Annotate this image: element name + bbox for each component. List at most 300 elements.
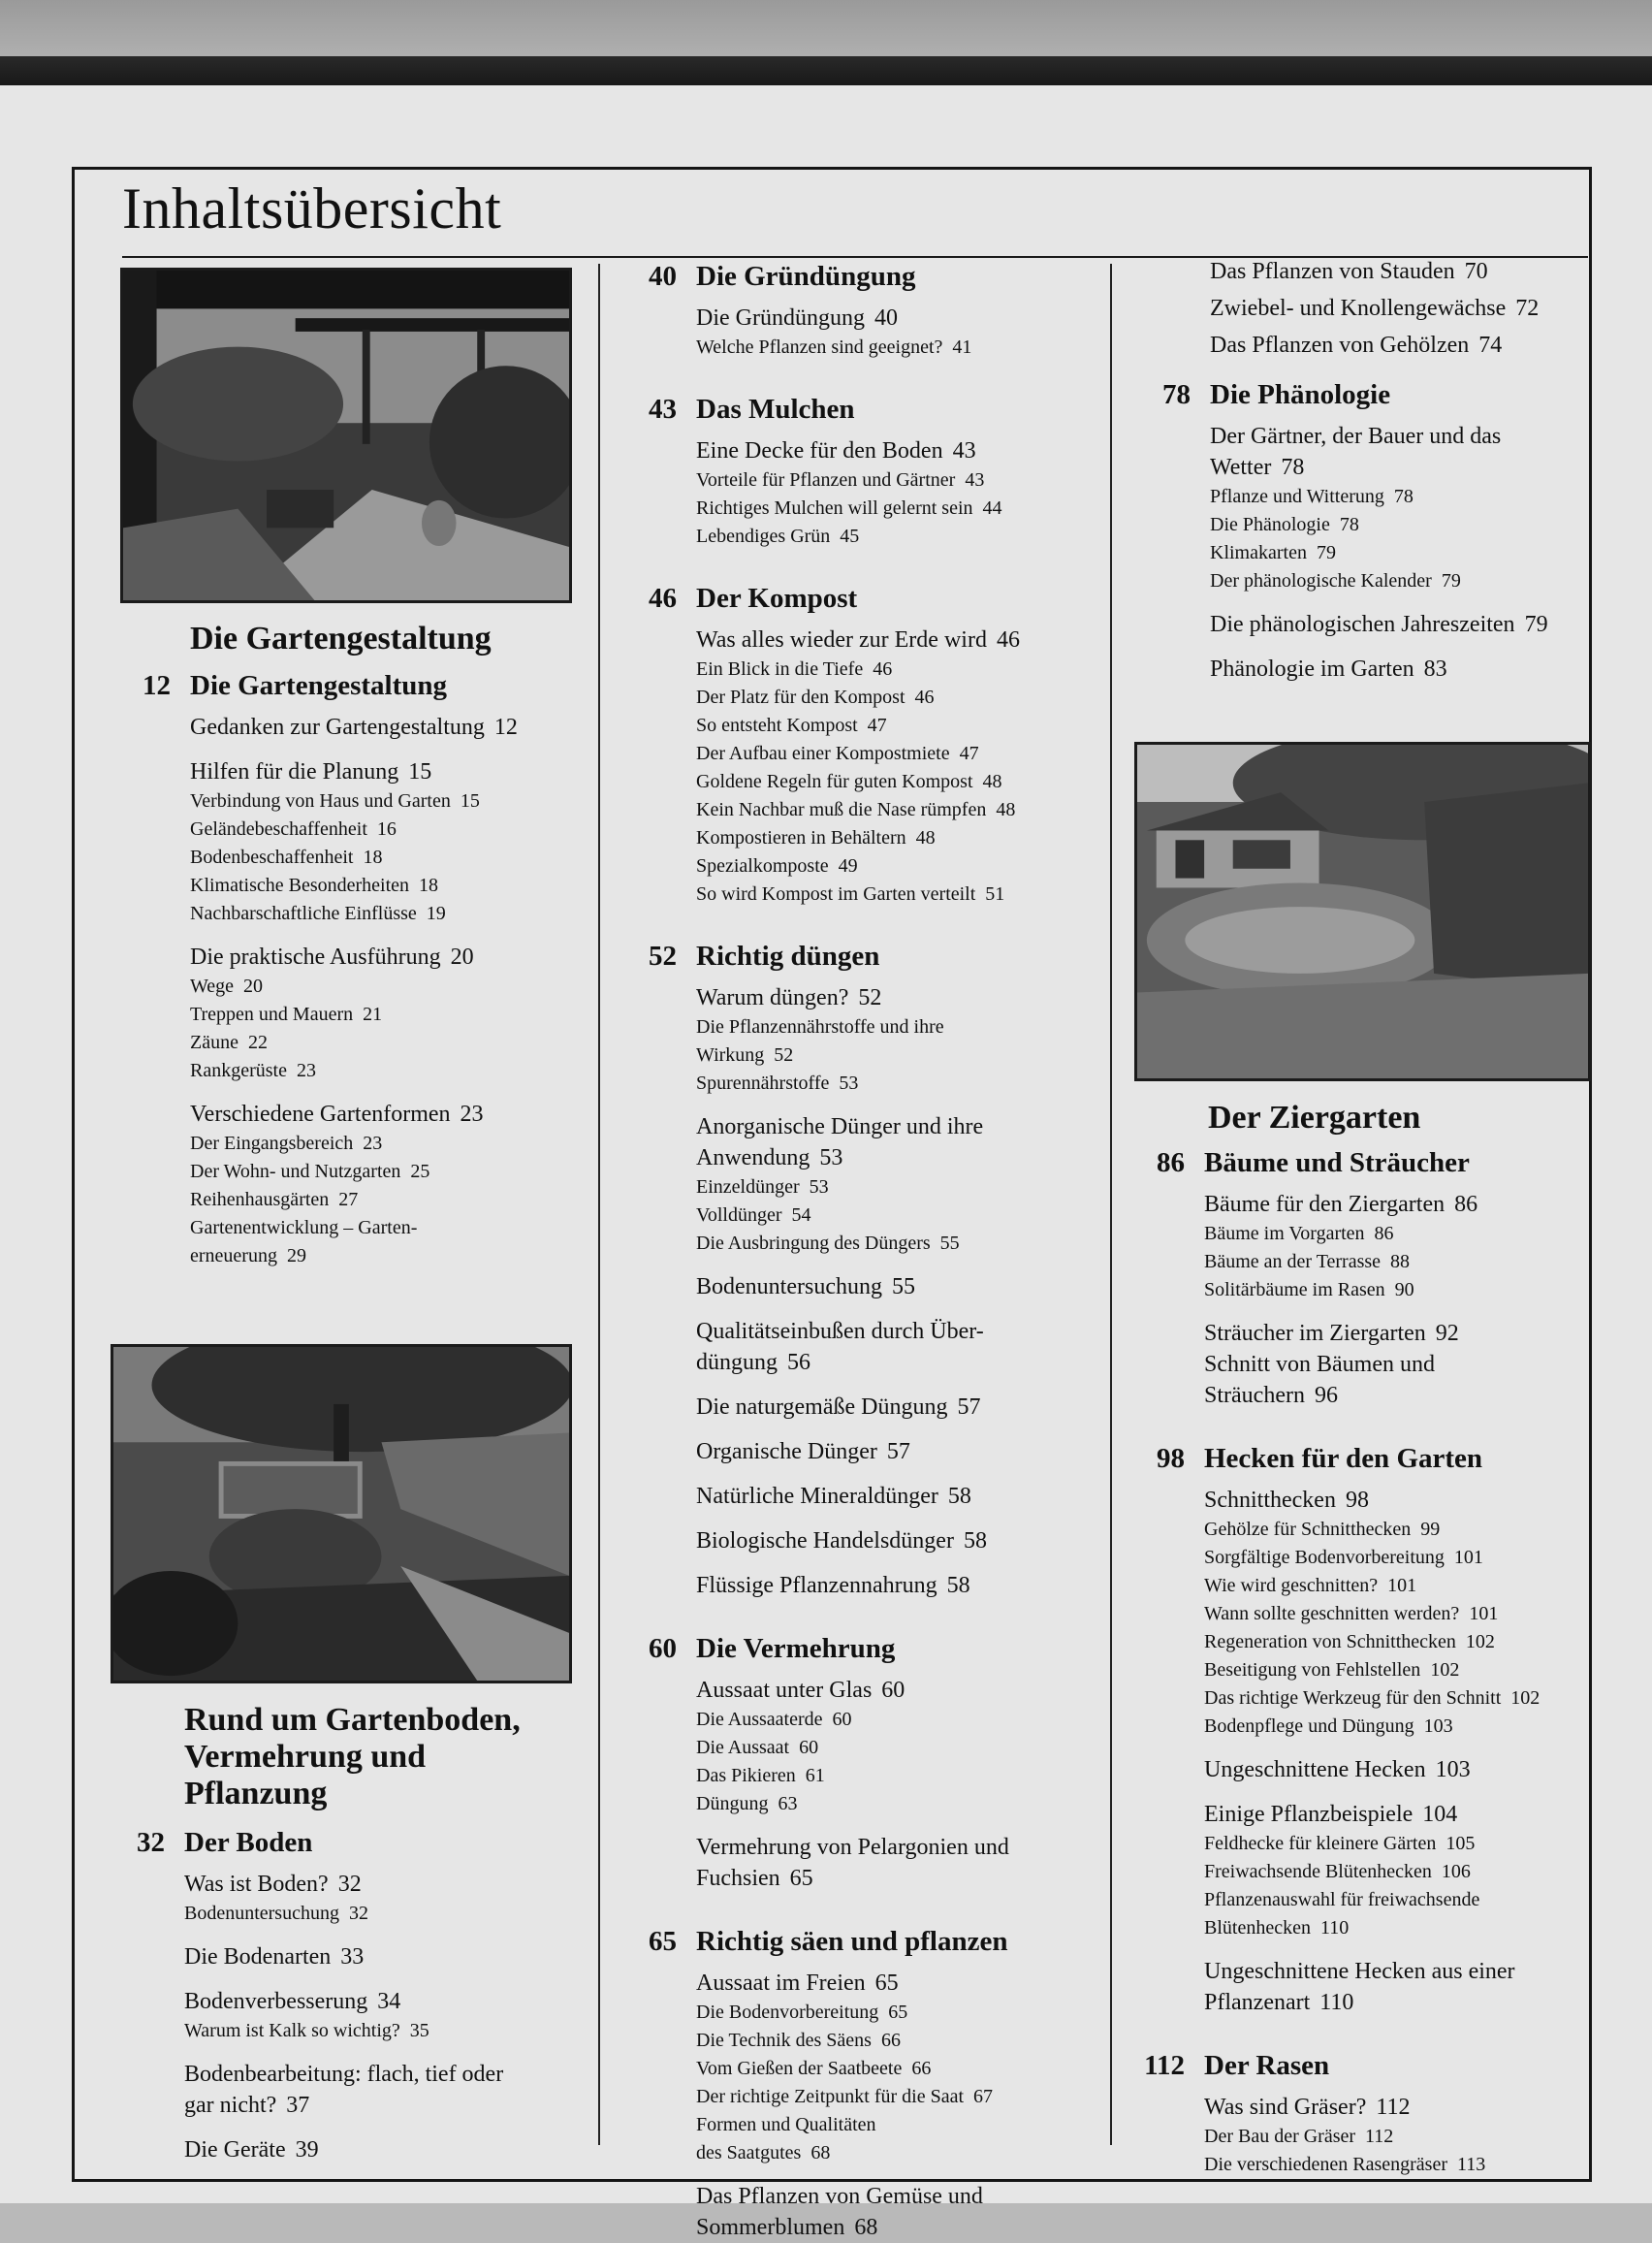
entry-group — [696, 1832, 1101, 1894]
page-number: 105 — [1446, 1833, 1476, 1854]
section-title: Die Gartengestaltung — [190, 621, 492, 657]
entry-title: Sträucher im Ziergarten — [1204, 1321, 1426, 1346]
toc-subentry — [1204, 1516, 1592, 1544]
page-number: 20 — [450, 945, 474, 970]
entry-group — [1204, 1189, 1592, 1304]
page-number: 23 — [296, 1060, 316, 1081]
chapter-32 — [105, 1822, 586, 2165]
chapter-98 — [1125, 1438, 1592, 2018]
entry-title: Organische Dünger — [696, 1439, 877, 1464]
page-number: 47 — [959, 743, 979, 764]
page-number: 68 — [810, 2142, 831, 2163]
chapter-title: Der Rasen — [1204, 2050, 1330, 2081]
toc-subentry — [184, 2017, 586, 2045]
page-number: 54 — [791, 1204, 811, 1226]
page-number: 43 — [952, 438, 976, 464]
chapter-entries — [696, 625, 1101, 909]
entry-group — [1204, 1318, 1592, 1411]
entry-title: Spurennährstoffe — [696, 1073, 830, 1094]
page-number: 101 — [1469, 1603, 1499, 1624]
entry-title: Solitärbäume im Rasen — [1204, 1279, 1385, 1300]
entry-group — [1204, 1956, 1592, 2018]
page-number: 110 — [1319, 1917, 1350, 1939]
entry-title: Vermehrung von Pelargonien und — [696, 1835, 1009, 1860]
entry-title: Nachbarschaftliche Einflüsse — [190, 903, 417, 924]
page-number: 65 — [888, 2002, 908, 2023]
page-number: 15 — [408, 759, 432, 785]
page-number: 72 — [1515, 296, 1540, 321]
page-number: 83 — [1423, 657, 1447, 682]
page-number: 101 — [1453, 1547, 1483, 1568]
page-number: 63 — [778, 1793, 798, 1814]
entry-title: Feldhecke für kleinere Gärten — [1204, 1833, 1437, 1854]
page-number: 58 — [947, 1484, 971, 1509]
toc-subentry — [696, 824, 1101, 852]
toc-entry — [1204, 1754, 1592, 1785]
page-number: 65 — [874, 1971, 899, 1996]
chapter-number: 98 — [1157, 1443, 1185, 1474]
toc-subentry — [696, 712, 1101, 740]
chapter-title: Der Boden — [184, 1827, 313, 1858]
page-number: 29 — [286, 1245, 306, 1266]
toc-entry — [190, 712, 586, 743]
photo-garden-tree-compost — [111, 1344, 572, 1683]
entry-title: Die Aussaat — [696, 1737, 790, 1758]
toc-subentry — [696, 1070, 1101, 1098]
chapter-entries — [1210, 256, 1592, 361]
page-number: 112 — [1365, 2126, 1394, 2147]
toc-subentry — [696, 495, 1101, 523]
entry-title: Formen und Qualitäten — [696, 2114, 876, 2135]
entry-group — [696, 1675, 1101, 1818]
chapters-phaenologie — [1130, 374, 1592, 685]
toc-subentry — [696, 1734, 1101, 1762]
toc-entry — [696, 1525, 1101, 1556]
page-number: 66 — [880, 2030, 901, 2051]
desk-background — [0, 0, 1652, 58]
entry-title: Gedanken zur Gartengestaltung — [190, 715, 485, 740]
entry-title: Biologische Handelsdünger — [696, 1528, 954, 1554]
toc-entry — [1204, 1349, 1592, 1380]
toc-subentry — [1204, 1713, 1592, 1741]
entry-group — [1204, 1799, 1592, 1942]
toc-entry — [696, 303, 1101, 334]
toc-entry — [1204, 2092, 1592, 2123]
page-number: 48 — [996, 799, 1016, 820]
chapters-ziergarten — [1125, 1142, 1592, 2179]
entry-title: Sträuchern — [1204, 1383, 1305, 1408]
entry-title: Phänologie im Garten — [1210, 657, 1414, 682]
page-number: 46 — [996, 627, 1020, 653]
toc-entry — [190, 756, 586, 787]
toc-entry — [696, 2181, 1101, 2212]
section-title-line: Pflanzung — [184, 1776, 328, 1811]
chapter-entries — [1204, 1189, 1592, 1411]
chapter-entries — [696, 303, 1101, 362]
toc-subentry — [696, 1762, 1101, 1790]
page-number: 53 — [809, 1176, 829, 1198]
entry-title: düngung — [696, 1350, 778, 1375]
toc-subentry — [696, 2055, 1101, 2083]
chapter-title: Die Phänologie — [1210, 379, 1391, 410]
toc-subentry — [190, 1242, 586, 1270]
page-number: 47 — [867, 715, 887, 736]
toc-subentry — [1204, 2151, 1592, 2179]
entry-title: Pflanze und Witterung — [1210, 486, 1384, 507]
page-number: 78 — [1393, 486, 1414, 507]
entry-title: Die Aussaaterde — [696, 1709, 823, 1730]
entry-group — [1204, 1754, 1592, 1785]
page-number: 41 — [952, 336, 972, 358]
entry-title: Natürliche Mineraldünger — [696, 1484, 938, 1509]
toc-subentry — [1204, 1628, 1592, 1656]
toc-entry — [1204, 1318, 1592, 1349]
entry-title: Bodenpflege und Düngung — [1204, 1715, 1414, 1737]
entry-title: Der Bau der Gräser — [1204, 2126, 1356, 2147]
page-number: 88 — [1390, 1251, 1411, 1272]
toc-entry — [696, 1863, 1101, 1894]
toc-entry — [696, 1271, 1101, 1302]
entry-title: Bodenbeschaffenheit — [190, 847, 354, 868]
toc-subentry — [696, 1041, 1101, 1070]
entry-group — [696, 1436, 1101, 1467]
photo-garden-pergola-illustration — [123, 271, 569, 600]
toc-subentry — [696, 334, 1101, 362]
toc-entry — [696, 1347, 1101, 1378]
entry-title: Anwendung — [696, 1145, 810, 1170]
page-number: 102 — [1465, 1631, 1495, 1652]
entry-group — [184, 2059, 586, 2121]
entry-title: So entsteht Kompost — [696, 715, 858, 736]
photo-garden-tree-compost-illustration — [113, 1347, 569, 1681]
toc-subentry — [190, 1158, 586, 1186]
entry-title: Pflanzenauswahl für freiwachsende — [1204, 1889, 1480, 1910]
page-number: 52 — [858, 985, 882, 1010]
entry-title: Das Pikieren — [696, 1765, 796, 1786]
chapter-43 — [617, 389, 1101, 551]
toc-subentry — [190, 900, 586, 928]
chapter-60 — [617, 1628, 1101, 1894]
entry-title: Vorteile für Pflanzen und Gärtner — [696, 469, 956, 491]
entry-title: Wetter — [1210, 455, 1272, 480]
toc-entry — [696, 625, 1101, 656]
entry-title: Reihenhausgärten — [190, 1189, 330, 1210]
chapter-65 — [617, 1921, 1101, 2243]
entry-group — [184, 2134, 586, 2165]
entry-title: gar nicht? — [184, 2093, 277, 2118]
page-number: 67 — [973, 2086, 994, 2107]
entry-title: Lebendiges Grün — [696, 526, 831, 547]
toc-entry — [184, 2134, 586, 2165]
page-number: 113 — [1457, 2154, 1486, 2175]
entry-title: Bodenbearbeitung: flach, tief oder — [184, 2062, 504, 2087]
toc-entry — [1210, 654, 1592, 685]
entry-title: Die Pflanzennährstoffe und ihre — [696, 1016, 944, 1038]
entry-group — [696, 2181, 1101, 2243]
page-number: 96 — [1314, 1383, 1338, 1408]
toc-subentry — [696, 2139, 1101, 2167]
page-number: 53 — [839, 1073, 859, 1094]
page-number: 37 — [286, 2093, 310, 2118]
chapter-title: Hecken für den Garten — [1204, 1443, 1483, 1474]
page-number: 15 — [460, 790, 480, 812]
chapter-number: 40 — [649, 261, 677, 292]
toc-subentry — [696, 684, 1101, 712]
entry-title: Verschiedene Gartenformen — [190, 1102, 451, 1127]
entry-title: Die Ausbringung des Düngers — [696, 1233, 931, 1254]
page-number: 102 — [1510, 1687, 1541, 1709]
entry-group — [696, 435, 1101, 551]
toc-subentry — [1210, 539, 1592, 567]
toc-entry — [696, 1832, 1101, 1863]
toc-entry — [1210, 330, 1592, 361]
entry-group — [190, 712, 586, 743]
page-number: 53 — [819, 1145, 843, 1170]
page-number: 78 — [1281, 455, 1305, 480]
page-number: 19 — [426, 903, 446, 924]
toc-entry — [184, 1986, 586, 2017]
toc-entry — [1210, 452, 1592, 483]
chapter-number: 32 — [137, 1827, 165, 1858]
page-number: 103 — [1435, 1757, 1471, 1782]
entry-title: Düngung — [696, 1793, 769, 1814]
entry-title: Bodenuntersuchung — [696, 1274, 882, 1299]
toc-entry — [696, 1968, 1101, 1999]
toc-entry — [184, 2090, 586, 2121]
page-number: 56 — [787, 1350, 810, 1375]
chapter-number: 60 — [649, 1633, 677, 1664]
page-number: 55 — [939, 1233, 960, 1254]
entry-title: Goldene Regeln für guten Kompost — [696, 771, 973, 792]
toc-subentry — [696, 2027, 1101, 2055]
entry-title: Der Gärtner, der Bauer und das — [1210, 424, 1502, 449]
page-number: 21 — [363, 1004, 383, 1025]
chapter-52 — [617, 936, 1101, 1601]
entry-group — [1204, 2092, 1592, 2179]
entry-group — [696, 625, 1101, 909]
toc-subentry — [696, 768, 1101, 796]
toc-entry — [1204, 1987, 1592, 2018]
toc-entry — [1204, 1485, 1592, 1516]
chapter-title: Die Vermehrung — [696, 1633, 896, 1664]
toc-entry — [1210, 293, 1592, 324]
entry-title: Das Pflanzen von Gemüse und — [696, 2184, 983, 2209]
photo-ornamental-garden-illustration — [1137, 745, 1588, 1078]
entry-group — [190, 942, 586, 1085]
toc-entry — [696, 1111, 1101, 1142]
page-number: 45 — [840, 526, 860, 547]
toc-subentry — [696, 1173, 1101, 1202]
entry-title: Bodenuntersuchung — [184, 1903, 339, 1924]
toc-subentry — [190, 1130, 586, 1158]
entry-title: Der Eingangsbereich — [190, 1133, 354, 1154]
page-number: 102 — [1430, 1659, 1460, 1681]
entry-title: Zwiebel- und Knollengewächse — [1210, 296, 1507, 321]
entry-title: Aussaat im Freien — [696, 1971, 866, 1996]
toc-subentry — [190, 1214, 586, 1242]
entry-group — [696, 1968, 1101, 2167]
toc-subentry — [190, 1029, 586, 1057]
toc-subentry — [696, 1790, 1101, 1818]
toc-subentry — [1204, 1830, 1592, 1858]
page-number: 18 — [363, 847, 383, 868]
chapter-title: Richtig säen und pflanzen — [696, 1926, 1008, 1957]
page-number: 79 — [1441, 570, 1461, 592]
page-number: 49 — [838, 855, 858, 877]
page-number: 74 — [1478, 333, 1503, 358]
entry-title: Der phänologische Kalender — [1210, 570, 1432, 592]
toc-entry — [696, 1316, 1101, 1347]
entry-title: Wie wird geschnitten? — [1204, 1575, 1379, 1596]
entry-title: Richtiges Mulchen will gelernt sein — [696, 497, 973, 519]
page-number: 106 — [1441, 1861, 1471, 1882]
entry-title: Anorganische Dünger und ihre — [696, 1114, 984, 1139]
toc-entry — [1210, 256, 1592, 287]
entry-title: Rankgerüste — [190, 1060, 287, 1081]
page-number: 33 — [340, 1944, 365, 1970]
column-3 — [1130, 256, 1592, 685]
chapter-entries — [696, 1675, 1101, 1894]
chapter-title: Bäume und Sträucher — [1204, 1147, 1470, 1178]
entry-title: Geländebeschaffenheit — [190, 818, 367, 840]
chapter-112 — [1125, 2045, 1592, 2179]
entry-title: Eine Decke für den Boden — [696, 438, 943, 464]
entry-title: Verbindung von Haus und Garten — [190, 790, 451, 812]
entry-group — [696, 303, 1101, 362]
column-divider-2 — [1110, 264, 1112, 2145]
entry-title: Einzeldünger — [696, 1176, 800, 1198]
toc-entry — [696, 1392, 1101, 1423]
entry-title: Der Platz für den Kompost — [696, 687, 905, 708]
toc-subentry — [696, 1230, 1101, 1258]
entry-group — [1204, 1485, 1592, 1741]
entry-title: Der richtige Zeitpunkt für die Saat — [696, 2086, 965, 2107]
page-number: 57 — [886, 1439, 910, 1464]
toc-entry — [696, 1481, 1101, 1512]
entry-title: Fuchsien — [696, 1866, 780, 1891]
page-number: 46 — [914, 687, 935, 708]
page-number: 104 — [1422, 1802, 1458, 1827]
entry-title: Blütenhecken — [1204, 1917, 1311, 1939]
page-number: 57 — [957, 1394, 981, 1420]
entry-group — [1210, 609, 1592, 640]
entry-title: Vom Gießen der Saatbeete — [696, 2058, 903, 2079]
toc-subentry — [696, 656, 1101, 684]
toc-subentry — [190, 872, 586, 900]
page-number: 101 — [1387, 1575, 1417, 1596]
entry-title: Wirkung — [696, 1044, 765, 1066]
entry-group — [1210, 421, 1592, 595]
page-number: 78 — [1339, 514, 1359, 535]
entry-title: Bäume für den Ziergarten — [1204, 1192, 1446, 1217]
toc-entry — [184, 1941, 586, 1972]
toc-entry — [1210, 609, 1592, 640]
photo-ornamental-garden — [1134, 742, 1591, 1081]
entry-title: Schnitt von Bäumen und — [1204, 1352, 1435, 1377]
section-gartenboden — [105, 1702, 586, 1812]
section-gartengestaltung — [111, 621, 586, 657]
entry-title: Kein Nachbar muß die Nase rümpfen — [696, 799, 987, 820]
page-number: 22 — [247, 1032, 268, 1053]
section-ziergarten — [1125, 1100, 1592, 1137]
toc-subentry — [696, 852, 1101, 881]
page-number: 112 — [1376, 2095, 1411, 2120]
entry-group — [190, 756, 586, 928]
chapter-46 — [617, 578, 1101, 909]
toc-subentry — [190, 1057, 586, 1085]
toc-entry — [190, 942, 586, 973]
chapter-entries — [1204, 1485, 1592, 2018]
toc-subentry — [696, 1706, 1101, 1734]
entry-group — [696, 982, 1101, 1098]
toc-subentry — [696, 2111, 1101, 2139]
toc-entry — [1210, 421, 1592, 452]
entry-group — [184, 1869, 586, 1928]
toc-subentry — [696, 1999, 1101, 2027]
toc-subentry — [696, 1202, 1101, 1230]
entry-group — [184, 1986, 586, 2045]
entry-title: Treppen und Mauern — [190, 1004, 354, 1025]
entry-title: Zäune — [190, 1032, 238, 1053]
toc-subentry — [1210, 567, 1592, 595]
page-number: 12 — [493, 715, 518, 740]
page-number: 32 — [348, 1903, 368, 1924]
page-number: 90 — [1394, 1279, 1414, 1300]
page-number: 61 — [805, 1765, 825, 1786]
entry-title: Das Pflanzen von Stauden — [1210, 259, 1455, 284]
toc-entry — [1204, 1799, 1592, 1830]
toc-entry — [696, 1436, 1101, 1467]
entry-title: Klimakarten — [1210, 542, 1307, 563]
toc-entry — [696, 1570, 1101, 1601]
toc-entry — [696, 1142, 1101, 1173]
toc-subentry — [1204, 1886, 1592, 1914]
page-number: 39 — [295, 2137, 319, 2163]
entry-group — [696, 1481, 1101, 1512]
entry-title: Wann sollte geschnitten werden? — [1204, 1603, 1460, 1624]
entry-title: Ungeschnittene Hecken — [1204, 1757, 1426, 1782]
photo-garden-pergola — [120, 268, 572, 603]
page-number: 43 — [965, 469, 985, 491]
entry-title: Die Phänologie — [1210, 514, 1330, 535]
page-number: 23 — [460, 1102, 484, 1127]
entry-title: Volldünger — [696, 1204, 782, 1226]
chapter-entries — [1204, 2092, 1592, 2179]
page-number: 27 — [338, 1189, 359, 1210]
toc-subentry — [1204, 1684, 1592, 1713]
toc-subentry — [184, 1900, 586, 1928]
toc-subentry — [696, 881, 1101, 909]
chapter-title: Die Gründüngung — [696, 261, 916, 292]
chapter-entries — [696, 982, 1101, 1601]
page-number: 60 — [799, 1737, 819, 1758]
section-title: Der Ziergarten — [1208, 1100, 1421, 1136]
chapter-40 — [617, 256, 1101, 362]
toc-subentry — [190, 787, 586, 816]
entry-title: Das Pflanzen von Gehölzen — [1210, 333, 1470, 358]
page-number: 46 — [873, 658, 893, 680]
toc-subentry — [696, 2083, 1101, 2111]
entry-group — [696, 1111, 1101, 1258]
entry-title: Einige Pflanzbeispiele — [1204, 1802, 1414, 1827]
entry-title: Die naturgemäße Düngung — [696, 1394, 948, 1420]
toc-subentry — [696, 796, 1101, 824]
chapter-number: 52 — [649, 941, 677, 972]
page-number: 66 — [911, 2058, 932, 2079]
chapter-number: 86 — [1157, 1147, 1185, 1178]
entry-title: Qualitätseinbußen durch Über- — [696, 1319, 984, 1344]
toc-subentry — [696, 523, 1101, 551]
